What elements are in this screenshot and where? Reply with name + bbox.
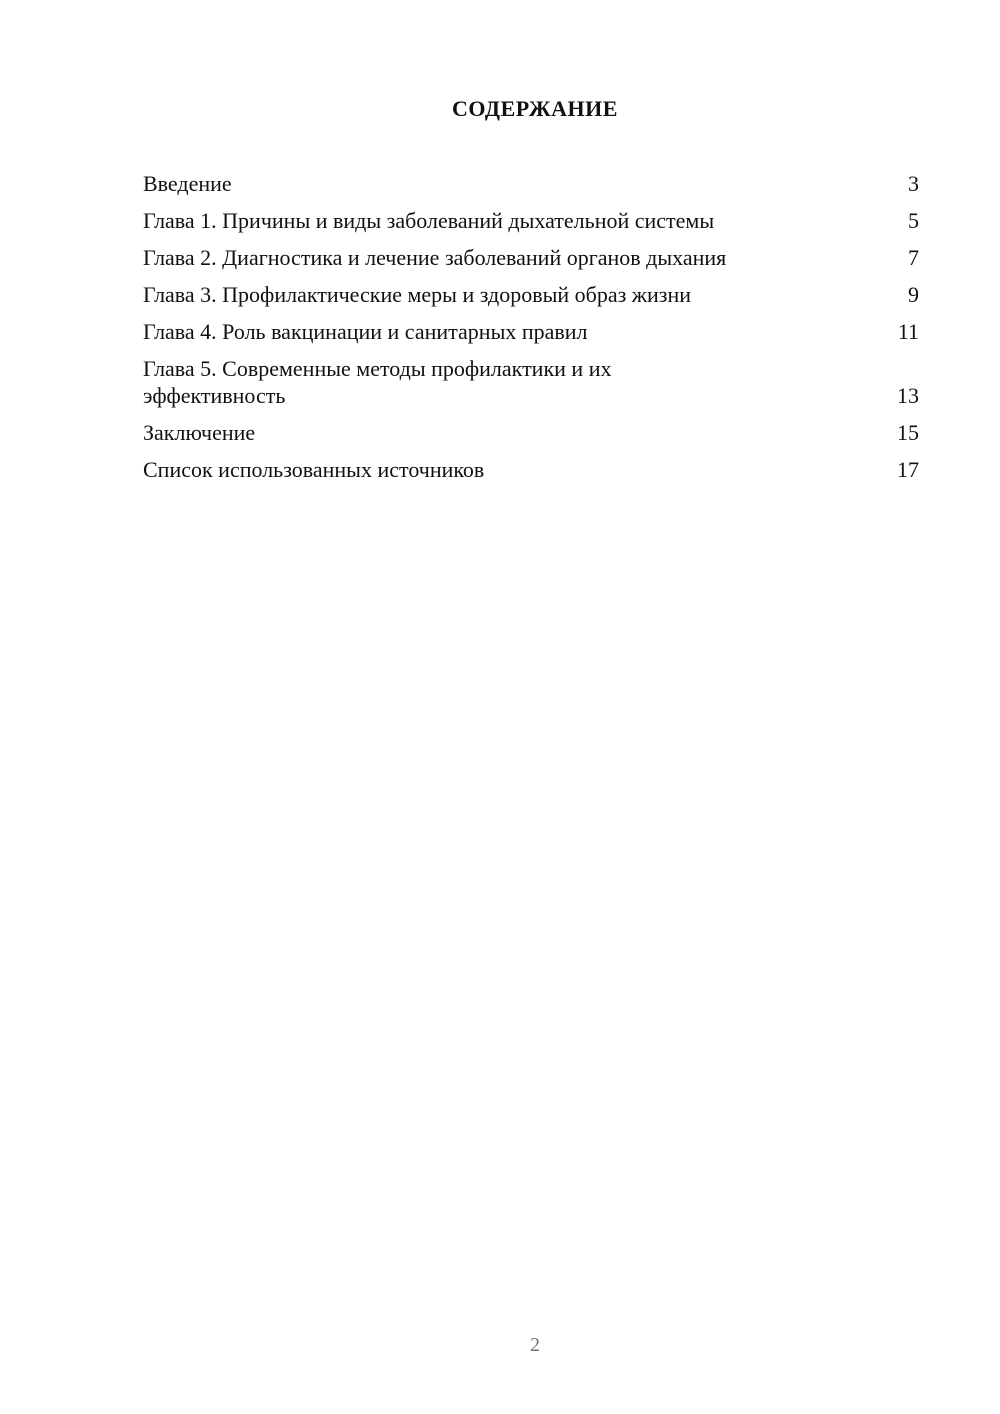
toc-entry-label: Список использованных источников [143,457,485,482]
toc-entry-page: 15 [897,420,919,445]
toc-entry-page: 13 [897,383,919,408]
page-number: 2 [530,1334,540,1356]
toc-entry-page: 11 [897,319,919,344]
toc-entry-page: 17 [897,457,919,482]
toc-entry-label: Глава 3. Профилактические меры и здоровый образ жизни [143,282,692,307]
toc-entry-chapter-2[interactable] [143,244,919,271]
toc-entry-label: Глава 5. Современные методы профилактики и их эффективность [143,356,612,408]
toc-entry-conclusion[interactable] [143,419,919,446]
toc-entry-chapter-4[interactable] [143,318,919,345]
toc-entry-references[interactable] [143,456,919,483]
toc-entry-label: Глава 1. Причины и виды заболеваний дыхательной системы [143,208,715,233]
toc-entry-page: 5 [908,208,919,233]
toc-entry-page: 9 [908,282,919,307]
toc-entry-page: 3 [908,171,919,196]
toc-entry-page: 7 [908,245,919,270]
toc-entry-chapter-5[interactable] [143,355,919,409]
toc-title: СОДЕРЖАНИЕ [452,96,618,121]
toc-entry-label: Глава 2. Диагностика и лечение заболеваний органов дыхания [143,245,727,270]
toc-entry-label: Введение [143,171,232,196]
toc-entry-chapter-1[interactable] [143,207,919,234]
toc-entry-label: Заключение [143,420,256,445]
table-of-contents [143,170,919,493]
toc-entry-introduction[interactable] [143,170,919,197]
toc-entry-chapter-3[interactable] [143,281,919,308]
toc-entry-label: Глава 4. Роль вакцинации и санитарных правил [143,319,588,344]
